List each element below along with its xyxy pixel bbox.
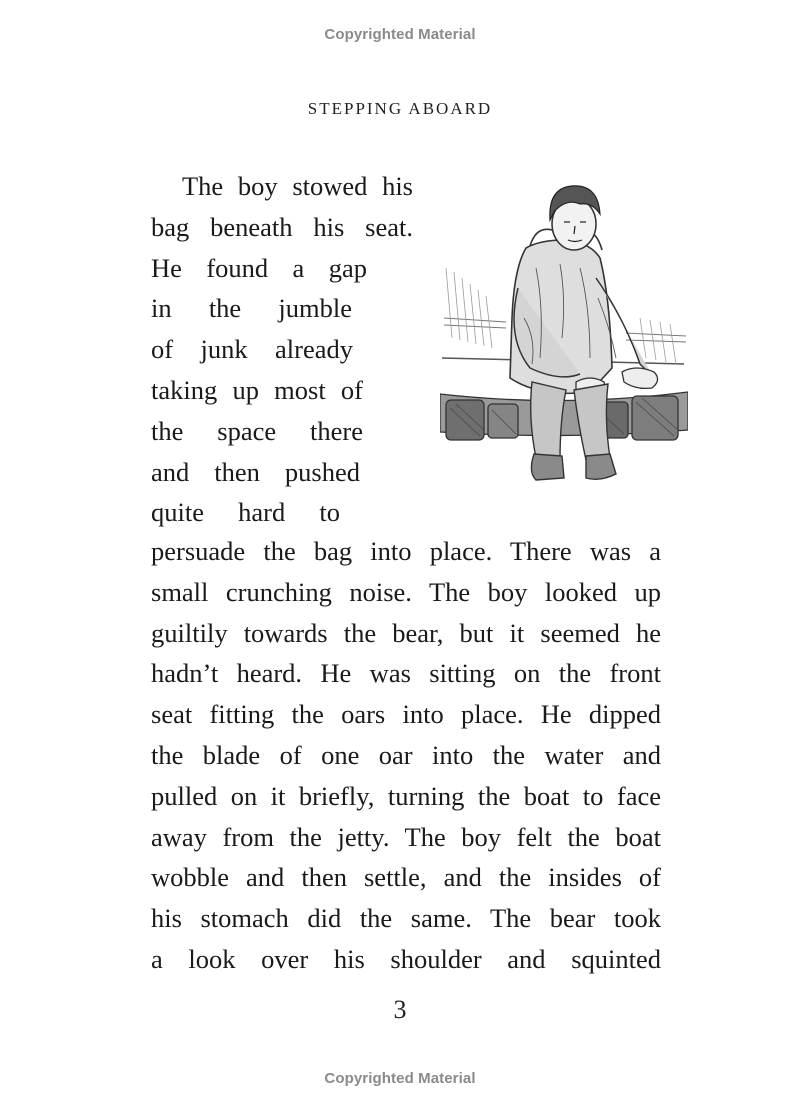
- text-line: and then pushed: [151, 456, 360, 487]
- text-line: his stomach did the same. The bear took: [151, 903, 661, 934]
- copyright-watermark-bottom: Copyrighted Material: [324, 1070, 476, 1087]
- text-line: He found a gap: [151, 252, 367, 283]
- text-line: of junk already: [151, 334, 353, 365]
- body-text-full: [151, 531, 661, 980]
- copyright-watermark-top: Copyrighted Material: [324, 26, 476, 43]
- page-number: 3: [393, 995, 407, 1024]
- text-line: pulled on it briefly, turning the boat to face: [151, 780, 661, 811]
- text-line: in the jumble: [151, 293, 352, 324]
- text-line: a look over his shoulder and squinted: [151, 943, 661, 974]
- text-line: quite hard to: [151, 497, 340, 528]
- text-line: bag beneath his seat.: [151, 211, 413, 242]
- text-line: small crunching noise. The boy looked up: [151, 576, 661, 607]
- text-line: the space there: [151, 415, 363, 446]
- text-line: seat fitting the oars into place. He dipped: [151, 699, 661, 730]
- text-line: guiltily towards the bear, but it seemed he: [151, 617, 661, 648]
- text-line: The boy stowed his: [182, 171, 413, 201]
- text-line: away from the jetty. The boy felt the boat: [151, 821, 661, 852]
- text-line: persuade the bag into place. There was a: [151, 536, 661, 566]
- boy-on-boat-illustration: [440, 168, 688, 498]
- text-line: the blade of one oar into the water and: [151, 739, 661, 770]
- text-line: taking up most of: [151, 374, 363, 405]
- running-head: STEPPING ABOARD: [307, 99, 493, 118]
- body-text-wrapped: [151, 166, 413, 533]
- text-line: hadn’t heard. He was sitting on the front: [151, 658, 661, 689]
- text-line: wobble and then settle, and the insides of: [151, 862, 661, 893]
